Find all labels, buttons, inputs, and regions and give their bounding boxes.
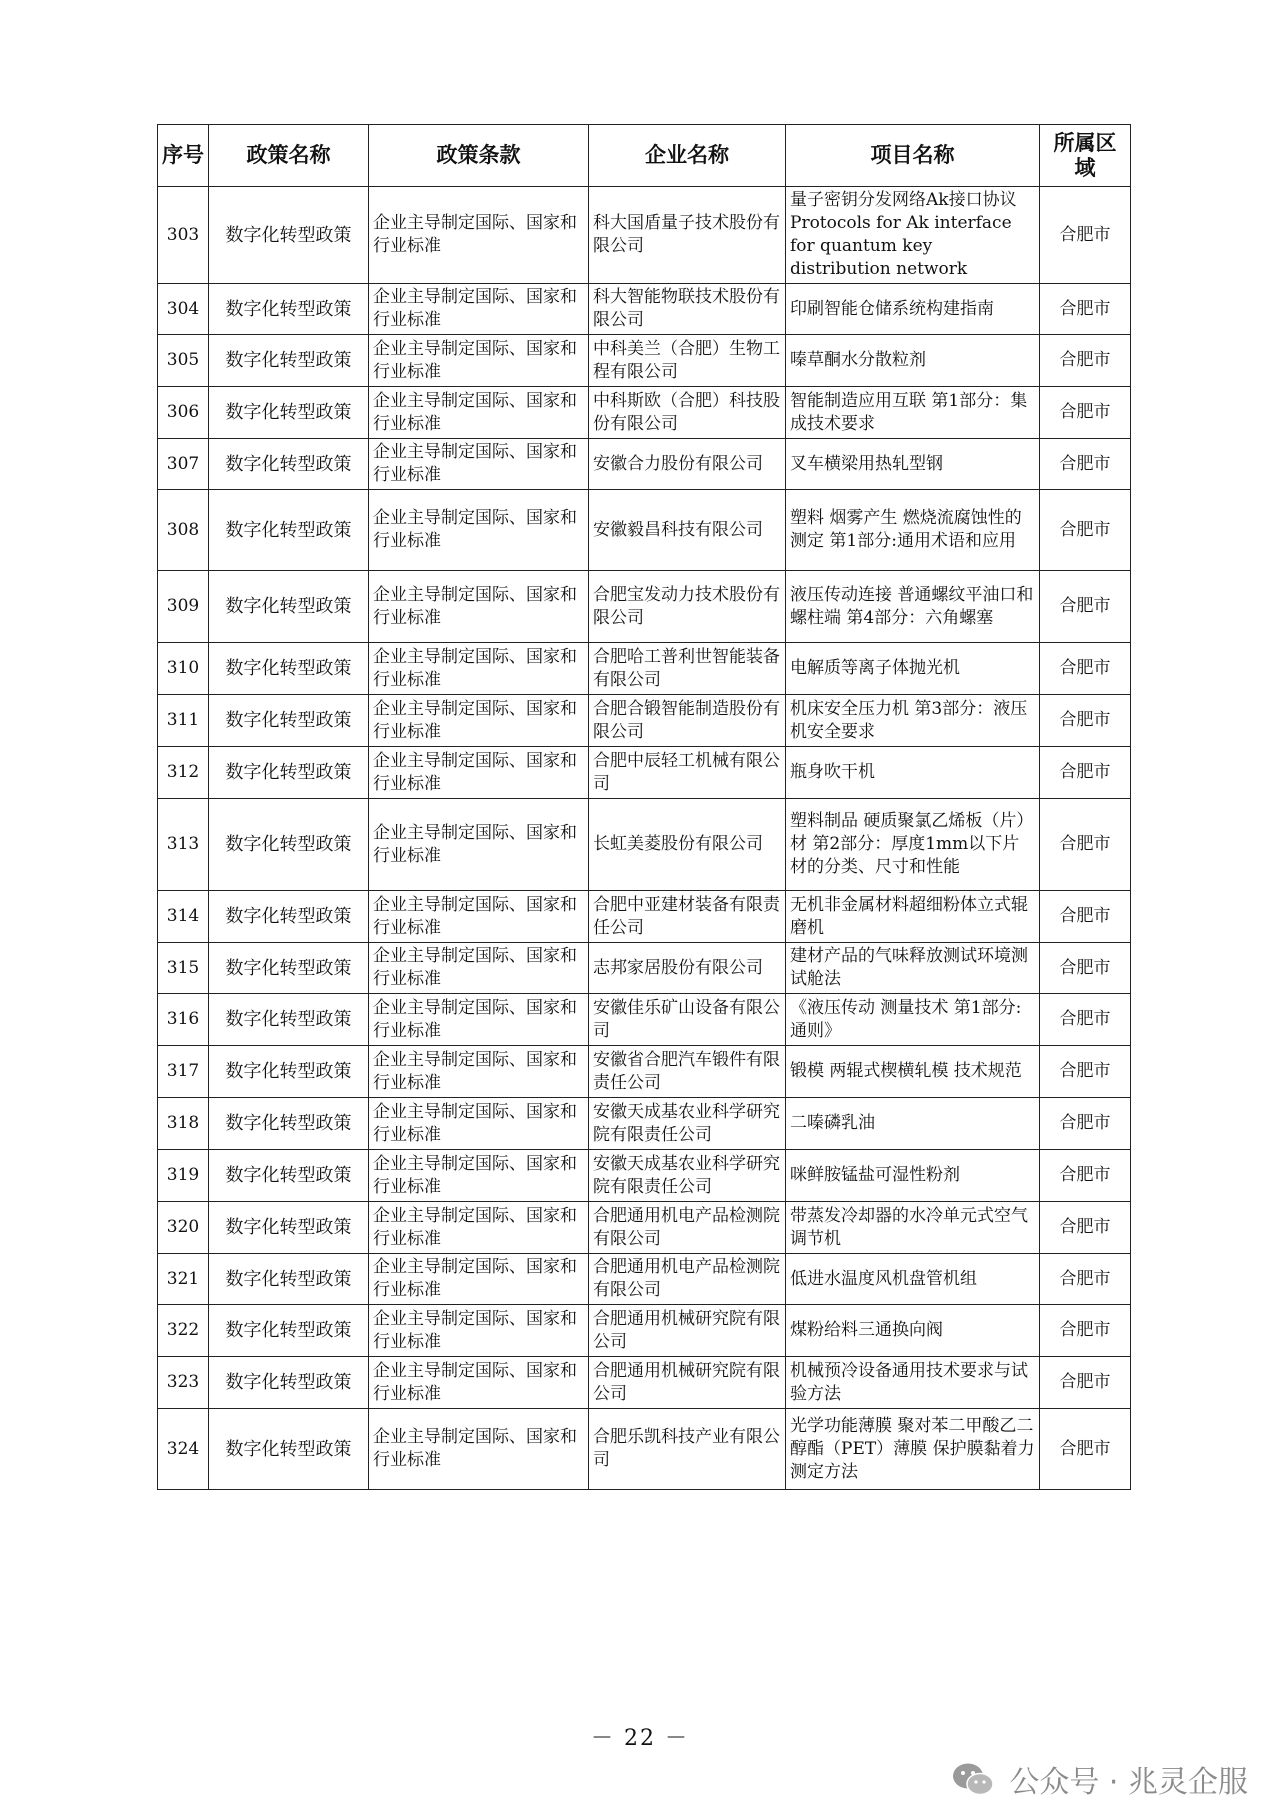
row-company-name: 安徽毅昌科技有限公司	[589, 490, 786, 571]
row-region: 合肥市	[1040, 1409, 1131, 1490]
row-region: 合肥市	[1040, 799, 1131, 891]
table-header-row	[158, 125, 1131, 187]
row-policy-clause: 企业主导制定国际、国家和行业标准	[369, 1409, 589, 1490]
row-policy-clause: 企业主导制定国际、国家和行业标准	[369, 1305, 589, 1357]
header-region: 所属区域	[1040, 125, 1131, 187]
row-project-name: 塑料制品 硬质聚氯乙烯板（片）材 第2部分：厚度1mm以下片材的分类、尺寸和性能	[786, 799, 1040, 891]
table-row	[158, 1046, 1131, 1098]
row-policy-clause: 企业主导制定国际、国家和行业标准	[369, 891, 589, 943]
row-region: 合肥市	[1040, 1098, 1131, 1150]
row-policy-clause: 企业主导制定国际、国家和行业标准	[369, 1098, 589, 1150]
table-row	[158, 1254, 1131, 1305]
row-project-name: 《液压传动 测量技术 第1部分:通则》	[786, 994, 1040, 1046]
row-region: 合肥市	[1040, 643, 1131, 695]
row-company-name: 合肥通用机械研究院有限公司	[589, 1357, 786, 1409]
row-company-name: 科大智能物联技术股份有限公司	[589, 284, 786, 335]
row-project-name: 瓶身吹干机	[786, 747, 1040, 799]
header-policy-clause: 政策条款	[369, 125, 589, 187]
row-policy-name: 数字化转型政策	[209, 1098, 369, 1150]
row-project-name: 机械预冷设备通用技术要求与试验方法	[786, 1357, 1040, 1409]
row-project-name: 印刷智能仓储系统构建指南	[786, 284, 1040, 335]
row-index: 306	[158, 387, 209, 439]
row-policy-clause: 企业主导制定国际、国家和行业标准	[369, 1254, 589, 1305]
row-project-name: 带蒸发冷却器的水冷单元式空气调节机	[786, 1202, 1040, 1254]
row-index: 316	[158, 994, 209, 1046]
row-policy-clause: 企业主导制定国际、国家和行业标准	[369, 1046, 589, 1098]
watermark-text: 公众号 · 兆灵企服	[1009, 1765, 1248, 1800]
row-region: 合肥市	[1040, 490, 1131, 571]
row-policy-clause: 企业主导制定国际、国家和行业标准	[369, 695, 589, 747]
row-policy-name: 数字化转型政策	[209, 187, 369, 284]
row-index: 311	[158, 695, 209, 747]
row-policy-name: 数字化转型政策	[209, 1150, 369, 1202]
header-project-name: 项目名称	[786, 125, 1040, 187]
row-region: 合肥市	[1040, 335, 1131, 387]
row-company-name: 合肥宝发动力技术股份有限公司	[589, 571, 786, 643]
table-row	[158, 747, 1131, 799]
row-policy-clause: 企业主导制定国际、国家和行业标准	[369, 1150, 589, 1202]
row-project-name: 无机非金属材料超细粉体立式辊磨机	[786, 891, 1040, 943]
table-row	[158, 695, 1131, 747]
row-region: 合肥市	[1040, 994, 1131, 1046]
row-policy-name: 数字化转型政策	[209, 994, 369, 1046]
watermark	[951, 1757, 1248, 1801]
row-region: 合肥市	[1040, 695, 1131, 747]
row-policy-name: 数字化转型政策	[209, 1357, 369, 1409]
row-policy-clause: 企业主导制定国际、国家和行业标准	[369, 1202, 589, 1254]
row-company-name: 安徽天成基农业科学研究院有限责任公司	[589, 1150, 786, 1202]
row-region: 合肥市	[1040, 1254, 1131, 1305]
row-region: 合肥市	[1040, 1046, 1131, 1098]
table-row	[158, 284, 1131, 335]
row-policy-name: 数字化转型政策	[209, 571, 369, 643]
row-policy-clause: 企业主导制定国际、国家和行业标准	[369, 1357, 589, 1409]
row-region: 合肥市	[1040, 571, 1131, 643]
row-policy-name: 数字化转型政策	[209, 1254, 369, 1305]
row-policy-clause: 企业主导制定国际、国家和行业标准	[369, 994, 589, 1046]
row-company-name: 安徽省合肥汽车锻件有限责任公司	[589, 1046, 786, 1098]
row-index: 318	[158, 1098, 209, 1150]
page-number: － 22 －	[591, 1726, 689, 1751]
row-policy-name: 数字化转型政策	[209, 1046, 369, 1098]
row-index: 307	[158, 439, 209, 490]
row-index: 317	[158, 1046, 209, 1098]
row-project-name: 光学功能薄膜 聚对苯二甲酸乙二醇酯（PET）薄膜 保护膜黏着力测定方法	[786, 1409, 1040, 1490]
row-index: 313	[158, 799, 209, 891]
row-index: 305	[158, 335, 209, 387]
table-row	[158, 643, 1131, 695]
table-row	[158, 943, 1131, 994]
row-project-name: 嗪草酮水分散粒剂	[786, 335, 1040, 387]
table-row	[158, 490, 1131, 571]
row-index: 315	[158, 943, 209, 994]
row-company-name: 合肥通用机电产品检测院有限公司	[589, 1254, 786, 1305]
row-region: 合肥市	[1040, 284, 1131, 335]
wechat-icon	[951, 1761, 995, 1797]
row-region: 合肥市	[1040, 1202, 1131, 1254]
table-row	[158, 1409, 1131, 1490]
header-index: 序号	[158, 125, 209, 187]
row-index: 308	[158, 490, 209, 571]
table-row	[158, 571, 1131, 643]
table-row	[158, 1202, 1131, 1254]
row-policy-name: 数字化转型政策	[209, 799, 369, 891]
row-policy-clause: 企业主导制定国际、国家和行业标准	[369, 387, 589, 439]
row-index: 303	[158, 187, 209, 284]
row-company-name: 合肥中亚建材装备有限责任公司	[589, 891, 786, 943]
row-policy-clause: 企业主导制定国际、国家和行业标准	[369, 799, 589, 891]
row-company-name: 合肥哈工普利世智能装备有限公司	[589, 643, 786, 695]
row-region: 合肥市	[1040, 1357, 1131, 1409]
row-policy-name: 数字化转型政策	[209, 335, 369, 387]
row-project-name: 量子密钥分发网络Ak接口协议Protocols for Ak interface for quantum key distribution network	[786, 187, 1040, 284]
row-company-name: 科大国盾量子技术股份有限公司	[589, 187, 786, 284]
row-project-name: 智能制造应用互联 第1部分：集成技术要求	[786, 387, 1040, 439]
row-index: 309	[158, 571, 209, 643]
row-policy-clause: 企业主导制定国际、国家和行业标准	[369, 335, 589, 387]
table-row	[158, 1305, 1131, 1357]
row-index: 304	[158, 284, 209, 335]
table-row	[158, 994, 1131, 1046]
row-policy-clause: 企业主导制定国际、国家和行业标准	[369, 284, 589, 335]
row-project-name: 叉车横梁用热轧型钢	[786, 439, 1040, 490]
row-policy-name: 数字化转型政策	[209, 747, 369, 799]
row-policy-clause: 企业主导制定国际、国家和行业标准	[369, 747, 589, 799]
table-body	[158, 187, 1131, 1490]
policy-table-container	[157, 124, 1130, 1490]
row-project-name: 锻模 两辊式楔横轧模 技术规范	[786, 1046, 1040, 1098]
row-company-name: 安徽佳乐矿山设备有限公司	[589, 994, 786, 1046]
row-company-name: 长虹美菱股份有限公司	[589, 799, 786, 891]
row-index: 322	[158, 1305, 209, 1357]
row-region: 合肥市	[1040, 439, 1131, 490]
row-index: 319	[158, 1150, 209, 1202]
row-policy-name: 数字化转型政策	[209, 943, 369, 994]
row-region: 合肥市	[1040, 943, 1131, 994]
table-row	[158, 799, 1131, 891]
row-company-name: 安徽天成基农业科学研究院有限责任公司	[589, 1098, 786, 1150]
row-policy-name: 数字化转型政策	[209, 695, 369, 747]
table-row	[158, 1098, 1131, 1150]
row-policy-name: 数字化转型政策	[209, 490, 369, 571]
row-project-name: 咪鲜胺锰盐可湿性粉剂	[786, 1150, 1040, 1202]
row-policy-clause: 企业主导制定国际、国家和行业标准	[369, 643, 589, 695]
row-index: 310	[158, 643, 209, 695]
row-region: 合肥市	[1040, 747, 1131, 799]
row-index: 320	[158, 1202, 209, 1254]
header-policy-name: 政策名称	[209, 125, 369, 187]
row-policy-name: 数字化转型政策	[209, 643, 369, 695]
row-company-name: 合肥乐凯科技产业有限公司	[589, 1409, 786, 1490]
row-policy-clause: 企业主导制定国际、国家和行业标准	[369, 571, 589, 643]
table-row	[158, 335, 1131, 387]
row-policy-name: 数字化转型政策	[209, 387, 369, 439]
row-region: 合肥市	[1040, 891, 1131, 943]
row-region: 合肥市	[1040, 387, 1131, 439]
row-company-name: 合肥通用机电产品检测院有限公司	[589, 1202, 786, 1254]
row-region: 合肥市	[1040, 1150, 1131, 1202]
row-policy-name: 数字化转型政策	[209, 1409, 369, 1490]
row-project-name: 低进水温度风机盘管机组	[786, 1254, 1040, 1305]
row-index: 321	[158, 1254, 209, 1305]
row-policy-name: 数字化转型政策	[209, 1305, 369, 1357]
table-row	[158, 891, 1131, 943]
row-company-name: 合肥中辰轻工机械有限公司	[589, 747, 786, 799]
row-policy-name: 数字化转型政策	[209, 891, 369, 943]
row-policy-name: 数字化转型政策	[209, 439, 369, 490]
row-index: 314	[158, 891, 209, 943]
row-policy-clause: 企业主导制定国际、国家和行业标准	[369, 187, 589, 284]
row-company-name: 中科斯欧（合肥）科技股份有限公司	[589, 387, 786, 439]
row-project-name: 液压传动连接 普通螺纹平油口和螺柱端 第4部分：六角螺塞	[786, 571, 1040, 643]
table-row	[158, 1357, 1131, 1409]
row-project-name: 二嗪磷乳油	[786, 1098, 1040, 1150]
row-project-name: 电解质等离子体抛光机	[786, 643, 1040, 695]
row-company-name: 安徽合力股份有限公司	[589, 439, 786, 490]
table-row	[158, 187, 1131, 284]
table-row	[158, 439, 1131, 490]
row-policy-name: 数字化转型政策	[209, 284, 369, 335]
row-policy-name: 数字化转型政策	[209, 1202, 369, 1254]
header-company-name: 企业名称	[589, 125, 786, 187]
table-row	[158, 1150, 1131, 1202]
row-policy-clause: 企业主导制定国际、国家和行业标准	[369, 943, 589, 994]
row-policy-clause: 企业主导制定国际、国家和行业标准	[369, 439, 589, 490]
row-company-name: 合肥合锻智能制造股份有限公司	[589, 695, 786, 747]
table-row	[158, 387, 1131, 439]
policy-table	[157, 124, 1131, 1490]
row-company-name: 志邦家居股份有限公司	[589, 943, 786, 994]
row-project-name: 机床安全压力机 第3部分：液压机安全要求	[786, 695, 1040, 747]
row-project-name: 煤粉给料三通换向阀	[786, 1305, 1040, 1357]
row-index: 323	[158, 1357, 209, 1409]
row-policy-clause: 企业主导制定国际、国家和行业标准	[369, 490, 589, 571]
row-index: 312	[158, 747, 209, 799]
row-region: 合肥市	[1040, 1305, 1131, 1357]
row-region: 合肥市	[1040, 187, 1131, 284]
row-company-name: 中科美兰（合肥）生物工程有限公司	[589, 335, 786, 387]
row-project-name: 建材产品的气味释放测试环境测试舱法	[786, 943, 1040, 994]
row-index: 324	[158, 1409, 209, 1490]
row-project-name: 塑料 烟雾产生 燃烧流腐蚀性的测定 第1部分:通用术语和应用	[786, 490, 1040, 571]
row-company-name: 合肥通用机械研究院有限公司	[589, 1305, 786, 1357]
